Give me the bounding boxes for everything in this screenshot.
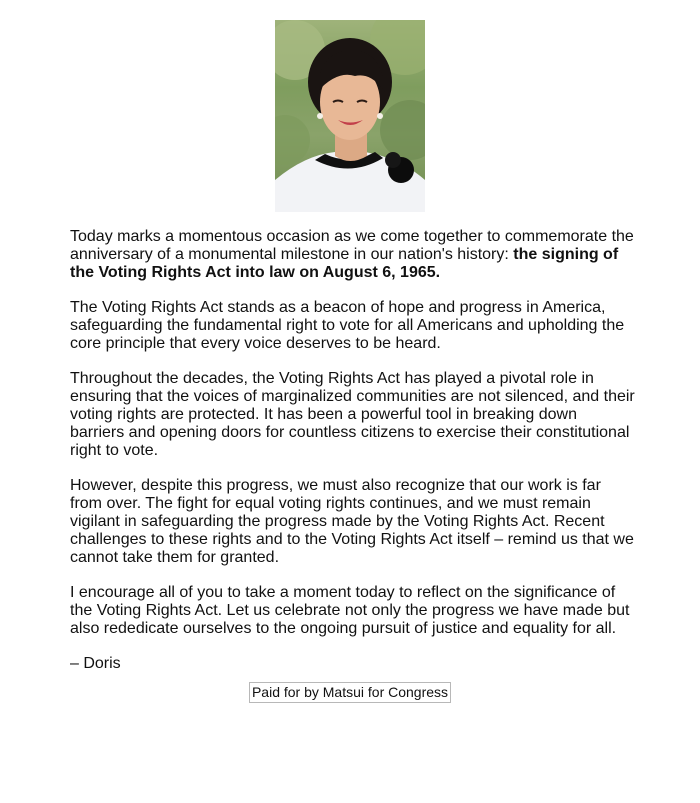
paragraph-intro-bold: the signing of the Voting Rights Act into law on August 6, 1965. — [70, 246, 619, 281]
paragraph-intro — [70, 228, 635, 282]
disclaimer-wrap — [0, 682, 700, 703]
paragraph: Throughout the decades, the Voting Rights Act has played a pivotal role in ensuring that the voices of marginalized communities are not silenced, and their voting rights are protected. It has been a powerful tool in breaking down barriers and opening doors for countless citizens to exercise their constitutional right to vote. — [70, 370, 635, 459]
letter-body — [70, 228, 635, 690]
signature: – Doris — [70, 655, 121, 672]
paid-for-disclaimer: Paid for by Matsui for Congress — [249, 682, 451, 703]
paragraph-intro-text: Today marks a momentous occasion as we come together to commemorate the anniversary of a monumental milestone in our nation's history: — [70, 228, 634, 263]
paragraph: However, despite this progress, we must also recognize that our work is far from over. The fight for equal voting rights continues, and we must remain vigilant in safeguarding the progress made by the Voting Rights Act. Recent challenges to these rights and to the Voting Rights Act itself – remind us that we cannot take them for granted. — [70, 477, 634, 566]
paragraph: The Voting Rights Act stands as a beacon of hope and progress in America, safeguarding the fundamental right to vote for all Americans and upholding the core principle that every voice deserves to be heard. — [70, 299, 625, 352]
paragraph: I encourage all of you to take a moment today to reflect on the significance of the Voting Rights Act. Let us celebrate not only the progress we have made but also rededicate ourselves to the ongoing pursuit of justice and equality for all. — [70, 584, 630, 637]
portrait-photo — [275, 20, 425, 212]
portrait-icon — [275, 20, 425, 212]
